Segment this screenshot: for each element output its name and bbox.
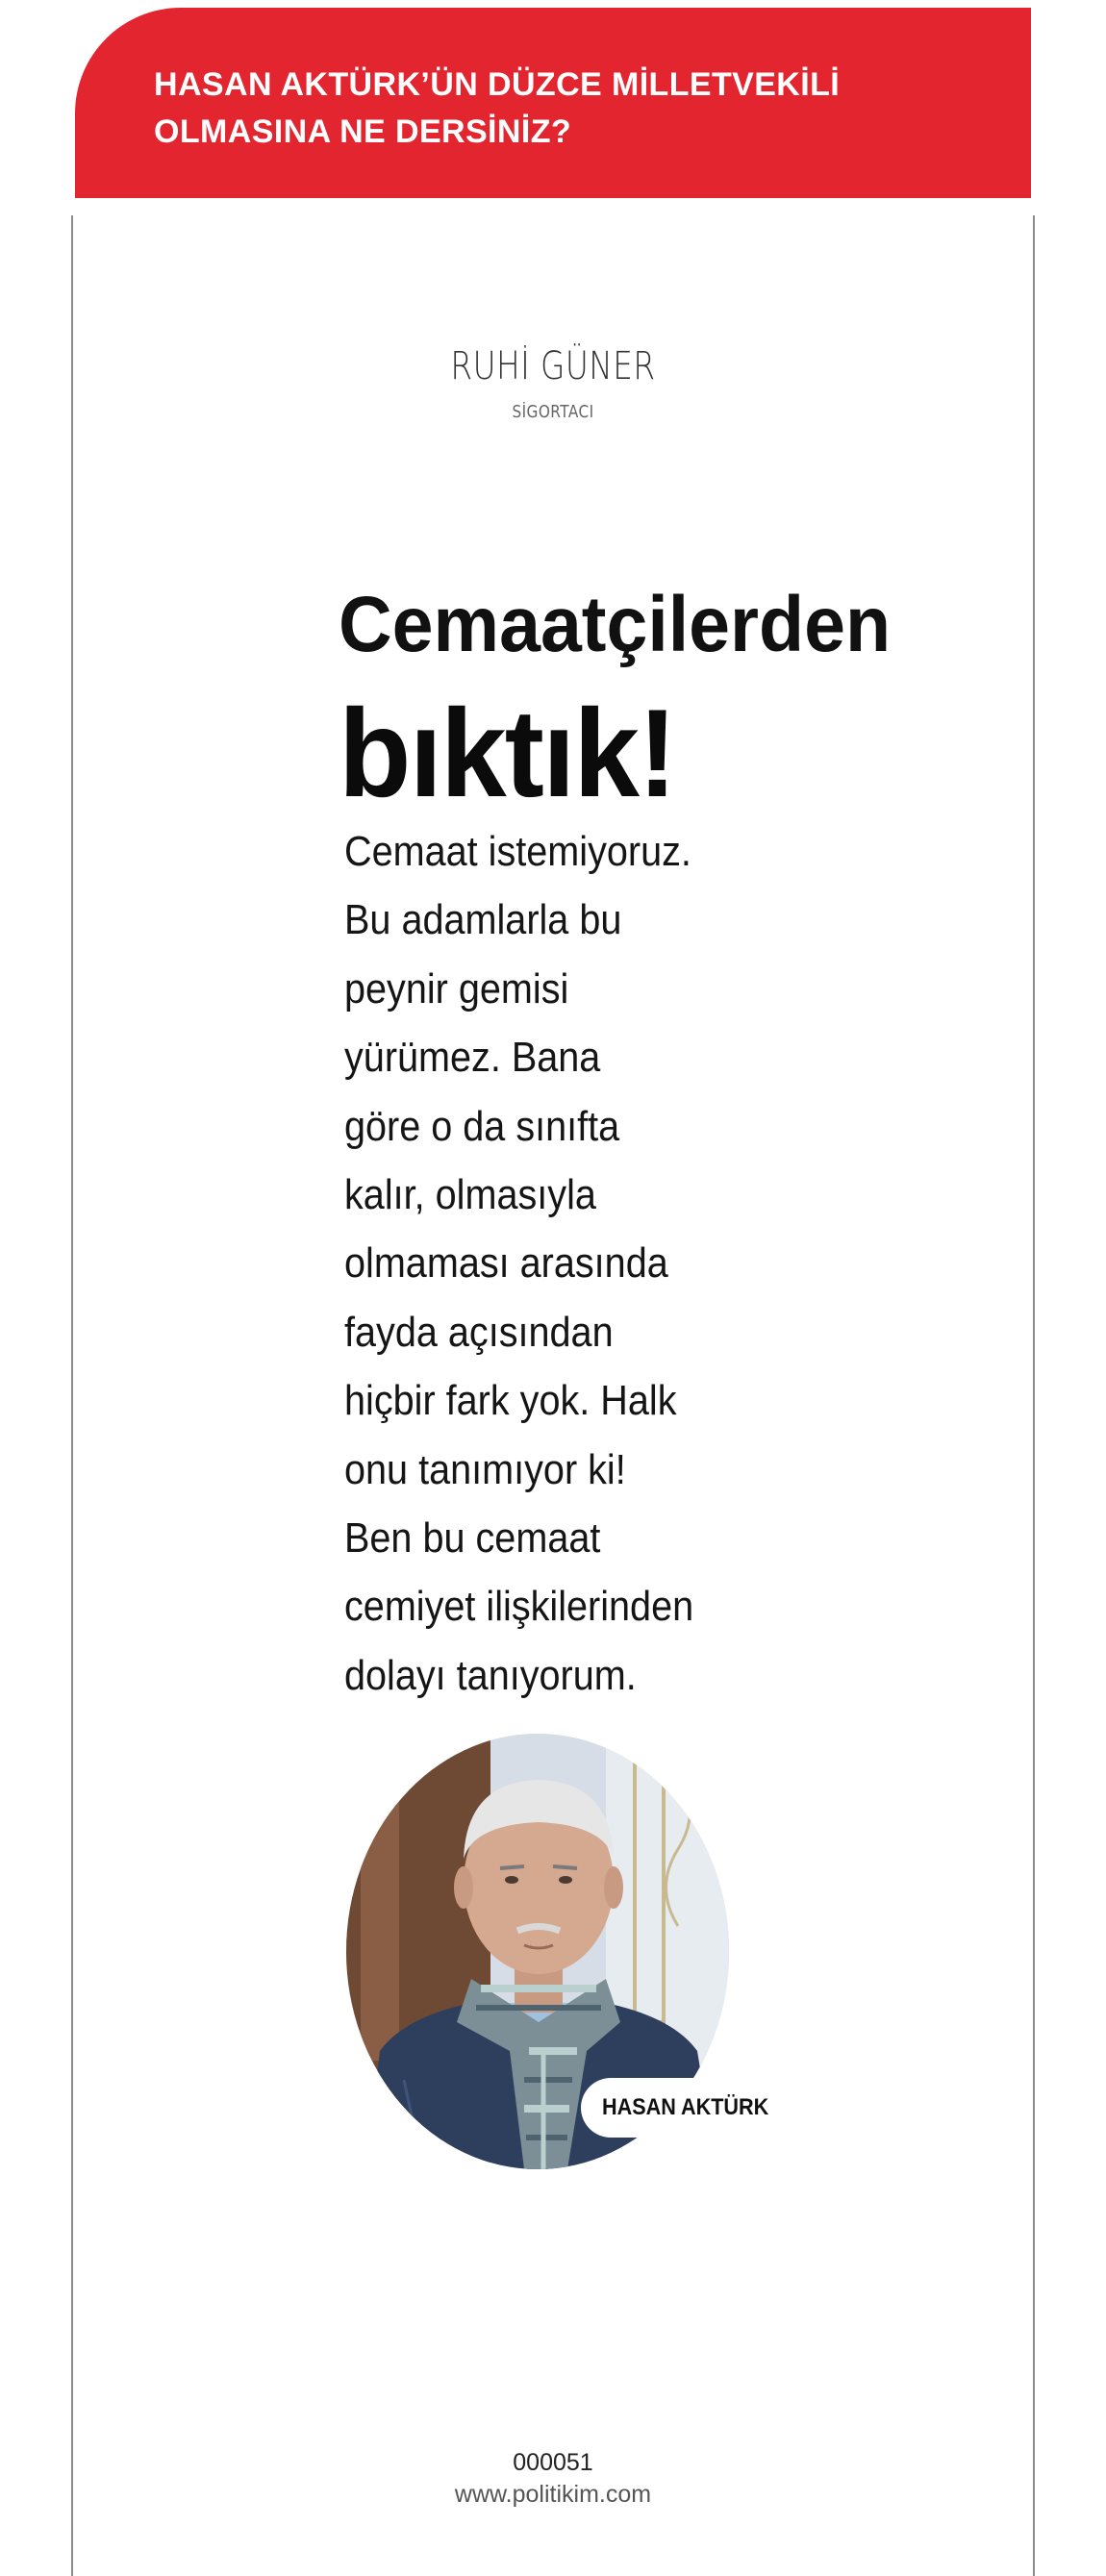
body-line: fayda açısından: [344, 1308, 614, 1356]
left-border-line: [71, 215, 73, 2576]
headline-line-2: bıktık!: [339, 683, 676, 823]
body-line: Cemaat istemiyoruz.: [344, 828, 691, 875]
article-body: [344, 817, 748, 1710]
header-title: [154, 62, 1031, 156]
body-line: hiçbir fark yok. Halk: [344, 1377, 677, 1425]
body-line: dolayı tanıyorum.: [344, 1651, 637, 1699]
photo-caption-tag: [581, 2078, 773, 2138]
headline-line-1: Cemaatçilerden: [339, 581, 892, 668]
author-name: RUHİ GÜNER: [450, 344, 656, 388]
header-banner: [75, 8, 1031, 198]
website-url[interactable]: www.politikim.com: [454, 2481, 652, 2508]
author-role: SİGORTACI: [512, 402, 594, 422]
body-line: Bu adamlarla bu: [344, 896, 622, 944]
body-line: kalır, olmasıyla: [344, 1171, 596, 1219]
body-line: olmaması arasında: [344, 1239, 668, 1288]
body-line: yürümez. Bana: [344, 1034, 601, 1082]
page-code: 000051: [513, 2449, 593, 2476]
body-line: cemiyet ilişkilerinden: [344, 1583, 694, 1631]
right-border-line: [1033, 215, 1035, 2576]
body-line: onu tanımıyor ki!: [344, 1445, 626, 1493]
body-line: peynir gemisi: [344, 964, 569, 1013]
body-line: Ben bu cemaat: [344, 1514, 601, 1563]
header-title-line-1: HASAN AKTÜRK’ÜN DÜZCE MİLLETVEKİLİ: [154, 66, 841, 103]
body-line: göre o da sınıfta: [344, 1102, 620, 1150]
header-title-line-2: OLMASINA NE DERSİNİZ?: [154, 113, 572, 150]
photo-caption: HASAN AKTÜRK: [602, 2094, 769, 2120]
